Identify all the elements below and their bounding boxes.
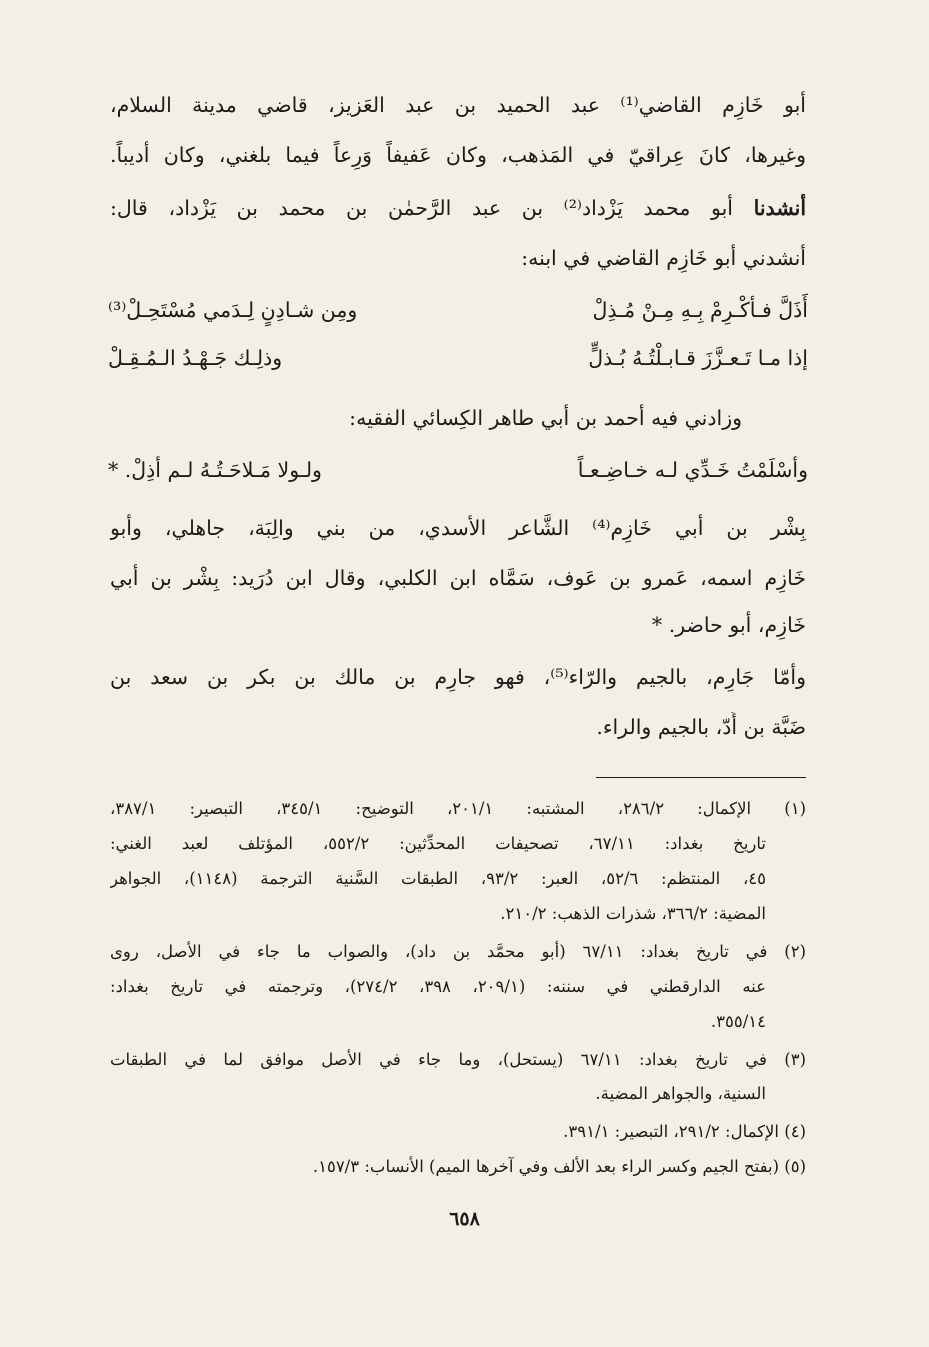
footnote-3-line-1: (٣) في تاريخ بغداد: ٦٧/١١ (يستحل)، وما جاء في الأصل موافق لما في الطبقات [110, 1050, 806, 1069]
body-line-4: أنشدني أبو خَازِم القاضي في ابنه: [521, 246, 806, 270]
footnote-2-line-2: عنه الدارقطني في سننه: (٢٠٩/١، ٣٩٨، ٢٧٤/٢)، وترجمته في تاريخ بغداد: [110, 977, 766, 996]
footnote-1-line-2: تاريخ بغداد: ٦٧/١١، تصحيفات المحدِّثين: ٥٥٢/٢، المؤتلف لعبد الغني: [110, 834, 766, 853]
footnote-1-line-3: ٤٥، المنتظم: ٥٢/٦، العبر: ٩٣/٢، الطبقات السَّنية الترجمة (١١٤٨)، الجواهر [110, 869, 766, 888]
verse-2 [108, 343, 808, 373]
footnote-4-line-1: (٤) الإكمال: ٢٩١/٢، التبصير: ٣٩١/١. [563, 1122, 806, 1141]
verse-3 [108, 455, 808, 485]
footnote-5-line-1: (٥) (بفتح الجيم وكسر الراء بعد الألف وفي آخرها الميم) الأنساب: ١٥٧/٣. [312, 1157, 806, 1176]
verse-1-second-hemistich: ومِن شـادِنٍ لِـدَمي مُسْتَحِـلْ⁽³⁾ [108, 298, 358, 322]
footnote-1-line-1: (١) الإكمال: ٢٨٦/٢، المشتبه: ٢٠١/١، التوضيح: ٣٤٥/١، التبصير: ٣٨٧/١، [110, 799, 806, 818]
body-line-10: خَازِم اسمه، عَمرو بن عَوف، سَمَّاه ابن الكلبي، وقال ابن دُرَيد: بِشْر بن أبي [110, 566, 806, 590]
body-line-3-text: أبو محمد يَزْداد⁽²⁾ بن عبد الرَّحمٰن بن محمد بن يَزْداد، قال: [110, 196, 733, 220]
body-line-11: خَازِم، أبو حاضر. * [651, 613, 806, 637]
verse-3-first-hemistich: وأسْلَمْتُ خَـدِّي لـه خـاضِـعـاً [577, 458, 808, 482]
footnote-2-line-3: ٣٥٥/١٤. [710, 1012, 766, 1031]
footnote-separator [596, 777, 806, 778]
body-line-9: بِشْر بن أبي خَازِم⁽⁴⁾ الشَّاعر الأسدي، من بني والِبَة، جاهلي، وأبو [110, 516, 806, 540]
verse-2-second-hemistich: وذلِـك جَـهْـدُ الـمُـقِـلْ [108, 346, 283, 370]
footnote-2-line-1: (٢) في تاريخ بغداد: ٦٧/١١ (أبو محمَّد بن داد)، والصواب ما جاء في الأصل، روى [110, 942, 806, 961]
body-line-1: أبو خَازِم القاضي⁽¹⁾ عبد الحميد بن عبد العَزيز، قاضي مدينة السلام، [110, 93, 806, 117]
body-line-3 [110, 193, 806, 223]
body-line-13: ضَبَّة بن أُدّ، بالجيم والراء. [596, 715, 806, 739]
anshadana-keyword: أنشدنا [753, 196, 806, 220]
verse-2-first-hemistich: إذا مـا تَـعـزَّزَ قـابـلْتُـهُ بُـذلٍّ [588, 346, 808, 370]
body-line-2: وغيرها، كانَ عِراقيّ في المَذهب، وكان عَفيفاً وَرِعاً فيما بلغني، وكان أديباً. [110, 143, 806, 167]
verse-3-second-hemistich: ولـولا مَـلاحَـتُـهُ لـم أذِلْ. * [108, 458, 322, 482]
body-line-12: وأمّا جَارِم، بالجيم والرّاء⁽⁵⁾، فهو جارِم بن مالك بن بكر بن سعد بن [110, 665, 806, 689]
body-line-7: وزادني فيه أحمد بن أبي طاهر الكِسائي الفقيه: [349, 406, 742, 430]
footnote-3-line-2: السنية، والجواهر المضية. [595, 1084, 766, 1103]
verse-1-first-hemistich: أَذَلَّ فـأكْـرِمْ بِـهِ مِـنْ مُـذِلْ [592, 298, 808, 322]
page-number: ٦٥٨ [449, 1208, 480, 1230]
verse-1 [108, 295, 808, 325]
footnote-1-line-4: المضية: ٣٦٦/٢، شذرات الذهب: ٢١٠/٢. [500, 904, 766, 923]
